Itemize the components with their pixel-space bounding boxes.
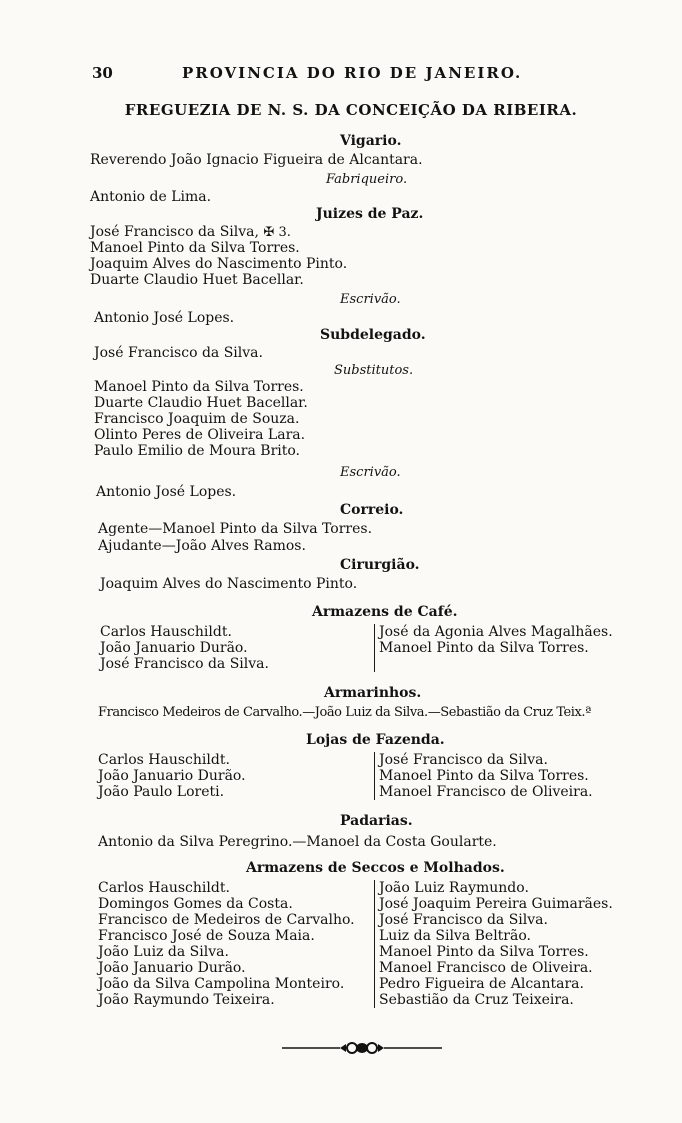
juiz-name-2: Manoel Pinto da Silva Torres. (90, 240, 300, 256)
merchant-name: Sebastião da Cruz Teixeira. (379, 992, 574, 1008)
merchant-name: Luiz da Silva Beltrão. (379, 928, 531, 944)
armazens-seccos-right (374, 880, 613, 1008)
merchant-name: Manoel Pinto da Silva Torres. (379, 944, 589, 960)
vigario-name: Reverendo João Ignacio Figueira de Alcantara. (90, 152, 423, 168)
merchant-name: Carlos Hauschildt. (98, 880, 230, 896)
heading-cirurgiao: Cirurgião. (340, 557, 420, 573)
armazens-seccos-left (98, 880, 355, 1008)
merchant-name: Manoel Pinto da Silva Torres. (379, 640, 589, 656)
heading-correio: Correio. (340, 502, 404, 518)
subdelegado-name: José Francisco da Silva. (94, 345, 263, 361)
merchant-name: Manoel Pinto da Silva Torres. (379, 768, 589, 784)
merchant-name: José Joaquim Pereira Guimarães. (379, 896, 613, 912)
juiz-name-1: José Francisco da Silva, (90, 224, 259, 240)
heading-fabriqueiro: Fabriqueiro. (326, 172, 408, 187)
merchant-name: João da Silva Campolina Monteiro. (98, 976, 345, 992)
merchant-name: José Francisco da Silva. (100, 656, 269, 672)
merchant-name: Francisco José de Souza Maia. (98, 928, 315, 944)
merchant-name: José da Agonia Alves Magalhães. (379, 624, 613, 640)
correio-agente: Agente—Manoel Pinto da Silva Torres. (98, 521, 373, 537)
heading-escrivao-1: Escrivão. (340, 292, 401, 307)
merchant-name: José Francisco da Silva. (379, 912, 548, 928)
merchant-name: Manoel Francisco de Oliveira. (379, 784, 593, 800)
parish-title: FREGUEZIA DE N. S. DA CONCEIÇÃO DA RIBEIRA. (124, 101, 578, 119)
merchant-name: João Luiz Raymundo. (379, 880, 529, 896)
merchant-name: João Januario Durão. (100, 640, 248, 656)
merchant-name: João Raymundo Teixeira. (98, 992, 275, 1008)
merchant-name: João Januario Durão. (98, 960, 246, 976)
substituto-name: Olinto Peres de Oliveira Lara. (94, 427, 306, 443)
heading-armazens-cafe: Armazens de Café. (312, 604, 458, 620)
merchant-name: José Francisco da Silva. (379, 752, 548, 768)
merchant-name: Carlos Hauschildt. (98, 752, 230, 768)
escrivao-1-name: Antonio José Lopes. (94, 310, 235, 326)
heading-armazens-seccos: Armazens de Seccos e Molhados. (246, 860, 505, 876)
running-title: PROVINCIA DO RIO DE JANEIRO. (182, 64, 523, 82)
ornament-divider-icon (282, 1041, 442, 1055)
substitutos-list (94, 379, 308, 459)
substituto-name: Manoel Pinto da Silva Torres. (94, 379, 304, 395)
merchant-name: Domingos Gomes da Costa. (98, 896, 293, 912)
escrivao-2-name: Antonio José Lopes. (96, 484, 237, 500)
lojas-fazenda-right (374, 752, 593, 800)
heading-juizes: Juizes de Paz. (316, 206, 424, 222)
armazens-cafe-right (374, 624, 613, 672)
juiz-name-3: Joaquim Alves do Nascimento Pinto. (90, 256, 348, 272)
page-number: 30 (92, 64, 113, 82)
substituto-name: Paulo Emilio de Moura Brito. (94, 443, 301, 459)
merchant-name: Pedro Figueira de Alcantara. (379, 976, 584, 992)
merchant-name: João Paulo Loreti. (98, 784, 225, 800)
fabriqueiro-name: Antonio de Lima. (90, 189, 212, 205)
cross-mark: ✠ 3. (263, 225, 291, 240)
heading-armarinhos: Armarinhos. (324, 685, 422, 701)
armarinhos-line: Francisco Medeiros de Carvalho.—João Luiz da Silva.—Sebastião da Cruz Teix.ª (98, 705, 591, 720)
padarias-line: Antonio da Silva Peregrino.—Manoel da Costa Goularte. (98, 834, 497, 850)
merchant-name: Carlos Hauschildt. (100, 624, 232, 640)
correio-ajudante: Ajudante—João Alves Ramos. (98, 538, 306, 554)
juiz-line-1 (90, 224, 291, 241)
lojas-fazenda-left (98, 752, 246, 800)
cirurgiao-name: Joaquim Alves do Nascimento Pinto. (100, 576, 358, 592)
heading-subdelegado: Subdelegado. (320, 327, 426, 343)
heading-padarias: Padarias. (340, 813, 413, 829)
armazens-cafe-left (100, 624, 269, 672)
substituto-name: Duarte Claudio Huet Bacellar. (94, 395, 308, 411)
merchant-name: João Januario Durão. (98, 768, 246, 784)
heading-substitutos: Substitutos. (334, 363, 414, 378)
merchant-name: Francisco de Medeiros de Carvalho. (98, 912, 355, 928)
merchant-name: João Luiz da Silva. (98, 944, 229, 960)
heading-lojas-fazenda: Lojas de Fazenda. (306, 732, 445, 748)
merchant-name: Manoel Francisco de Oliveira. (379, 960, 593, 976)
heading-vigario: Vigario. (340, 133, 402, 149)
juiz-name-4: Duarte Claudio Huet Bacellar. (90, 272, 304, 288)
heading-escrivao-2: Escrivão. (340, 465, 401, 480)
substituto-name: Francisco Joaquim de Souza. (94, 411, 300, 427)
